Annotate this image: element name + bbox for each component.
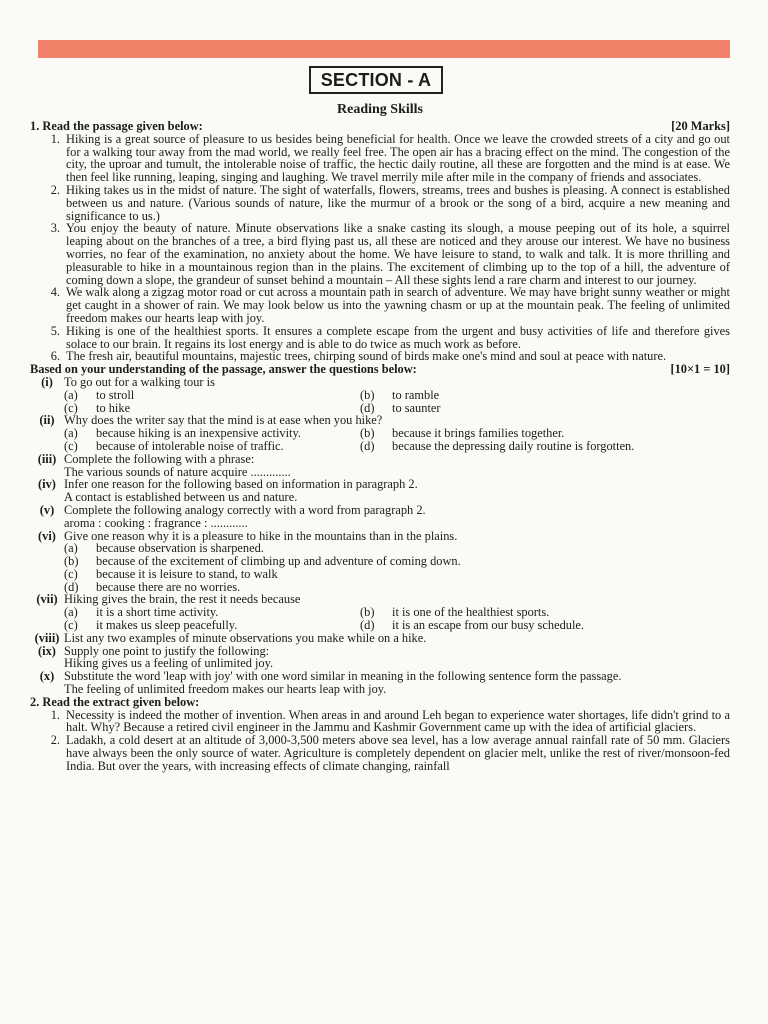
question-row	[30, 376, 730, 389]
option-text: because hiking is an inexpensive activity.	[96, 426, 301, 441]
option-letter: (a)	[64, 426, 78, 441]
q2-paragraph	[30, 734, 730, 772]
question-number: (v)	[39, 502, 55, 517]
question-text: Substitute the word 'leap with joy' with one word similar in meaning in the following sentence form the passage.	[64, 669, 622, 684]
option-letter: (d)	[64, 579, 79, 594]
paragraph-text: Necessity is indeed the mother of invention. When areas in and around Leh began to experience water shortages, life didn't grind to a halt. Why? Because a retired civil engineer in the Jammu and Kashmir Government came up with the idea of artificial glaciers.	[66, 707, 730, 735]
question-list	[30, 376, 730, 696]
question-text: To go out for a walking tour is	[64, 374, 215, 389]
paragraph-number: 6.	[50, 349, 60, 364]
option-item	[360, 619, 656, 632]
option-row	[30, 619, 730, 632]
option-row	[30, 440, 730, 453]
question-extra-text: A contact is established between us and nature.	[64, 490, 298, 505]
option-text: because observation is sharpened.	[96, 541, 264, 556]
option-letter: (d)	[360, 400, 375, 415]
option-text: to saunter	[392, 400, 441, 415]
option-item	[64, 427, 360, 440]
page-top-strip	[38, 40, 730, 58]
question-extra-text: The feeling of unlimited freedom makes our hearts leap with joy.	[64, 682, 387, 697]
question-text: Complete the following analogy correctly with a word from paragraph 2.	[64, 502, 426, 517]
option-item	[64, 568, 278, 581]
question-row	[30, 632, 730, 645]
q2-heading-row	[30, 696, 730, 709]
answer-heading: Based on your understanding of the passage, answer the questions below:	[30, 362, 417, 377]
question-row	[30, 504, 730, 517]
option-letter: (a)	[64, 387, 78, 402]
question-text: List any two examples of minute observations you make while on a hike.	[64, 630, 427, 645]
option-text: because it brings families together.	[392, 426, 565, 441]
question-extra-text: aroma : cooking : fragrance : ............	[64, 515, 248, 530]
option-item	[64, 555, 461, 568]
option-letter: (d)	[360, 618, 375, 633]
q2-heading: 2. Read the extract given below:	[30, 694, 200, 709]
option-text: it is one of the healthiest sports.	[392, 605, 550, 620]
option-text: because the depressing daily routine is forgotten.	[392, 438, 635, 453]
option-letter: (b)	[360, 426, 375, 441]
question-number: (i)	[41, 374, 53, 389]
paragraph-number: 4.	[50, 285, 60, 300]
answer-marks: [10×1 = 10]	[670, 362, 730, 377]
option-item	[64, 440, 360, 453]
question-number: (x)	[39, 669, 55, 684]
paragraph-text: Hiking takes us in the midst of nature. The sight of waterfalls, flowers, streams, trees and bushes is pleasing. A connect is established between us and nature. (Various sounds of nature, like the murmur of a brook or the song of a bird, acquire a new meaning and significance to us.)	[66, 182, 730, 223]
question-text: Hiking gives the brain, the rest it needs because	[64, 592, 301, 607]
question-number: (vi)	[38, 528, 56, 543]
question-number: (iv)	[38, 477, 56, 492]
option-text: to ramble	[392, 387, 440, 402]
paragraph-number: 1.	[50, 131, 60, 146]
q1-paragraph	[30, 184, 730, 222]
option-letter: (b)	[64, 554, 79, 569]
q1-marks: [20 Marks]	[671, 119, 730, 133]
option-letter: (c)	[64, 618, 78, 633]
paragraph-number: 2.	[50, 733, 60, 748]
option-letter: (c)	[64, 438, 78, 453]
subtitle: Reading Skills	[337, 102, 423, 117]
paragraph-text: Hiking is a great source of pleasure to us besides being beneficial for health. Once we leave the crowded streets of a city and go out for a walking tour away from the mad world, we really feel free. The open air has a bracing effect on the mind. The congestion of the city, the uproar and tumult, the intolerable noise of traffic, the hectic daily routine, all these are forgotten and the mind is at ease. We then feel like running, leaping, singing and laughing. We travel merrily mile after mile in the company of friends and associates.	[66, 131, 730, 185]
paragraph-number: 2.	[50, 182, 60, 197]
section-title: SECTION - A	[309, 66, 444, 94]
option-row	[30, 555, 730, 568]
q1-heading-row	[30, 120, 730, 133]
option-letter: (b)	[360, 605, 375, 620]
question-text: Why does the writer say that the mind is at ease when you hike?	[64, 413, 383, 428]
option-text: because it is leisure to stand, to walk	[96, 566, 278, 581]
q1-paragraph	[30, 325, 730, 351]
question-number: (ix)	[38, 643, 56, 658]
paragraph-text: The fresh air, beautiful mountains, majestic trees, chirping sound of birds make one's mind and soul at peace with nature.	[66, 349, 667, 364]
option-text: it is an escape from our busy schedule.	[392, 618, 585, 633]
option-text: because of the excitement of climbing up and adventure of coming down.	[96, 554, 461, 569]
q1-paragraph	[30, 286, 730, 324]
paragraph-text: Hiking is one of the healthiest sports. It ensures a complete escape from the urgent and busy activities of life and therefore gives solace to our brain. It regains its lost energy and is able to do twice as much work as before.	[66, 323, 730, 351]
option-letter: (a)	[64, 541, 78, 556]
option-item	[360, 402, 656, 415]
q1-heading: 1. Read the passage given below:	[30, 119, 203, 133]
question-number: (vii)	[36, 592, 58, 607]
question-text: Supply one point to justify the following:	[64, 643, 270, 658]
option-item	[64, 619, 360, 632]
q2-paragraph	[30, 709, 730, 735]
paragraph-number: 1.	[50, 707, 60, 722]
option-letter: (b)	[360, 387, 375, 402]
paragraph-text: You enjoy the beauty of nature. Minute observations like a snake casting its slough, a mouse peeping out of its hole, a squirrel leaping about on the branches of a tree, a bird flying past us, all these are noticed and they arouse our interest. We have no business worries, no fear of the examination, no anxiety about the home. We have leisure to stand, to walk and talk. It is more thrilling and pleasurable to hike in a mountainous region than in the plains. The excitement of climbing up to the top of a hill, the adventure of coming down a slope, the grandeur of sunset behind a mountain – All these sights lend a rare charm and interest to our journey.	[66, 221, 730, 287]
option-row	[30, 427, 730, 440]
question-number: (ii)	[39, 413, 55, 428]
paragraph-number: 5.	[50, 323, 60, 338]
option-row	[30, 389, 730, 402]
option-text: to stroll	[96, 387, 135, 402]
option-text: it is a short time activity.	[96, 605, 219, 620]
option-text: to hike	[96, 400, 131, 415]
option-item	[360, 427, 656, 440]
question-extra-text: The various sounds of nature acquire .............	[64, 464, 291, 479]
option-letter: (c)	[64, 566, 78, 581]
option-item	[360, 440, 656, 453]
question-number: (iii)	[37, 451, 57, 466]
q1-passage	[30, 133, 730, 363]
paragraph-text: We walk along a zigzag motor road or cut across a mountain path in search of adventure. We may have bright sunny weather or might get caught in a shower of rain. We may look below us into the yawning chasm or up at the mountain peak. The feeling of unlimited freedom makes our hearts leap with joy.	[66, 285, 730, 325]
option-item	[360, 389, 656, 402]
q1-paragraph	[30, 222, 730, 286]
document-page	[30, 66, 730, 773]
q2-extract	[30, 709, 730, 773]
paragraph-text: Ladakh, a cold desert at an altitude of 3,000-3,500 meters above sea level, has a low average annual rainfall rate of 50 mm. Glaciers have always been the only source of water. Agriculture is completely dependent on glacier melt, unlike the rest of river/monsoon-fed India. But over the years, with increasing effects of climate changing, rainfall	[66, 733, 730, 773]
question-text: Complete the following with a phrase:	[64, 451, 255, 466]
option-text: because of intolerable noise of traffic.	[96, 438, 284, 453]
option-text: because there are no worries.	[96, 579, 241, 594]
option-text: it makes us sleep peacefully.	[96, 618, 238, 633]
option-letter: (a)	[64, 605, 78, 620]
option-letter: (d)	[360, 438, 375, 453]
paragraph-number: 3.	[50, 221, 60, 236]
option-letter: (c)	[64, 400, 78, 415]
question-text: Give one reason why it is a pleasure to hike in the mountains than in the plains.	[64, 528, 458, 543]
option-row	[30, 568, 730, 581]
q1-paragraph	[30, 133, 730, 184]
option-item	[64, 389, 360, 402]
question-extra-text: Hiking gives us a feeling of unlimited joy.	[64, 656, 274, 671]
question-number: (viii)	[34, 630, 60, 645]
question-text: Infer one reason for the following based on information in paragraph 2.	[64, 477, 418, 492]
question-row	[30, 453, 730, 466]
